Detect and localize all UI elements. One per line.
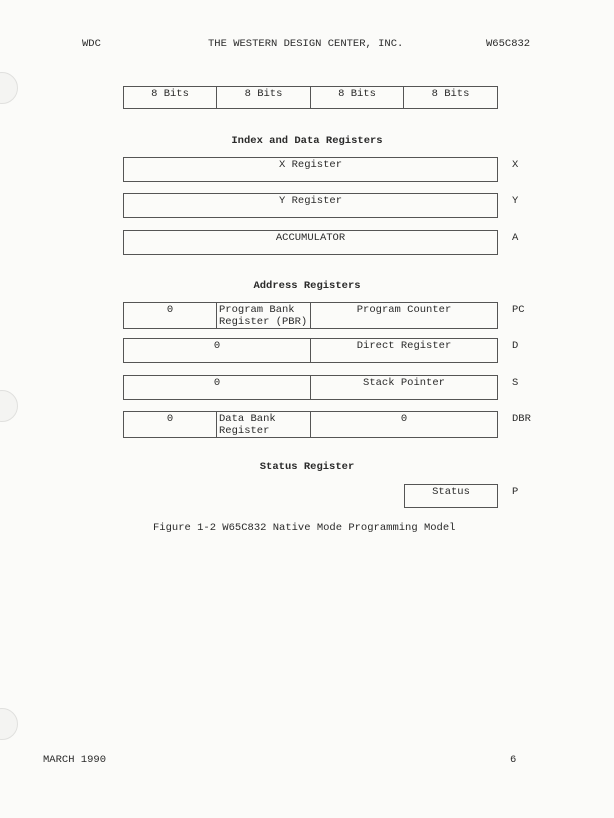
bits-cell-2: 8 Bits [217, 86, 311, 109]
dbr-zero-cell: 0 [123, 411, 217, 438]
bits-cell-3: 8 Bits [311, 86, 404, 109]
footer-date: MARCH 1990 [43, 754, 107, 766]
header-center: THE WESTERN DESIGN CENTER, INC. [208, 38, 404, 50]
program-bank-line2: Register (PBR) [219, 316, 308, 328]
program-bank-line1: Program Bank [219, 304, 295, 316]
stack-zero-cell: 0 [123, 375, 311, 400]
pc-label: PC [512, 304, 525, 316]
data-bank-line2: Register [219, 425, 270, 437]
accumulator-box: ACCUMULATOR [123, 230, 498, 255]
dbr-label: DBR [512, 413, 531, 425]
direct-zero-cell: 0 [123, 338, 311, 363]
accumulator-label: A [512, 232, 519, 244]
pc-zero-cell: 0 [123, 302, 217, 329]
status-section-title: Status Register [259, 461, 355, 473]
s-label: S [512, 377, 519, 389]
header-left: WDC [82, 38, 101, 50]
p-label: P [512, 486, 519, 498]
x-register-label: X [512, 159, 519, 171]
index-section-title: Index and Data Registers [231, 135, 383, 147]
program-counter-cell: Program Counter [311, 302, 498, 329]
page-number: 6 [510, 754, 517, 766]
data-bank-cell [217, 411, 311, 438]
dbr-value-cell: 0 [311, 411, 498, 438]
direct-register-cell: Direct Register [311, 338, 498, 363]
y-register-box: Y Register [123, 193, 498, 218]
figure-caption: Figure 1-2 W65C832 Native Mode Programming Model [153, 522, 456, 534]
punch-hole-bottom [0, 708, 18, 740]
header-right: W65C832 [486, 38, 531, 50]
x-register-box: X Register [123, 157, 498, 182]
punch-hole-top [0, 72, 18, 104]
stack-pointer-cell: Stack Pointer [311, 375, 498, 400]
program-bank-cell [217, 302, 311, 329]
address-section-title: Address Registers [253, 280, 361, 292]
bits-cell-1: 8 Bits [123, 86, 217, 109]
punch-hole-middle [0, 390, 18, 422]
y-register-label: Y [512, 195, 519, 207]
data-bank-line1: Data Bank [219, 413, 276, 425]
bits-cell-4: 8 Bits [404, 86, 498, 109]
d-label: D [512, 340, 519, 352]
status-cell: Status [404, 484, 498, 508]
